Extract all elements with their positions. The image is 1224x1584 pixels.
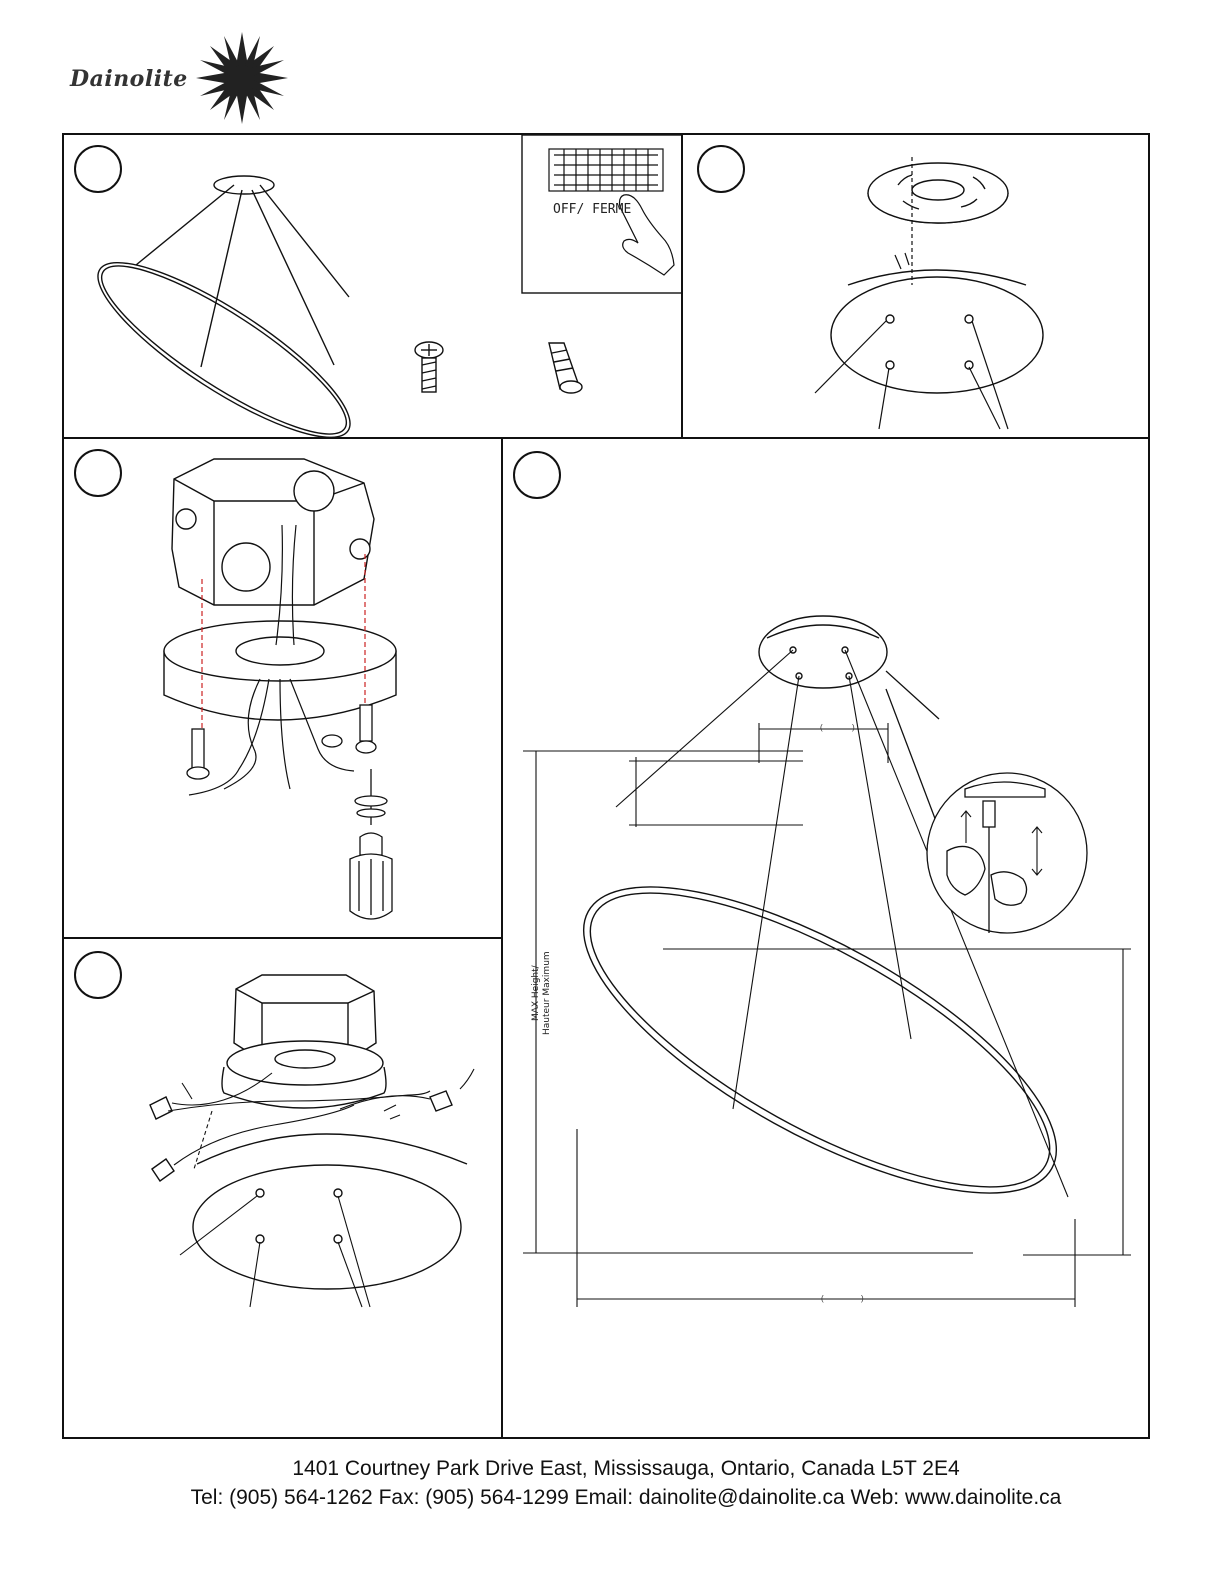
screw-icon <box>415 342 443 392</box>
panel-step-junction-box <box>64 439 503 939</box>
wiring-illustration <box>64 939 503 1439</box>
starburst-icon <box>194 30 290 126</box>
pendant-dimension-illustration <box>503 439 1150 1439</box>
dainolite-logo <box>66 30 306 130</box>
wire-nut-icon <box>549 343 582 393</box>
fixture-parts-illustration <box>64 135 683 439</box>
max-height-label-fr: Hauteur Maximum <box>542 951 552 1035</box>
dimension-paren-close: ) <box>852 723 855 732</box>
dimension-paren-open: ( <box>820 723 823 732</box>
junction-box-illustration <box>64 439 503 939</box>
instruction-sheet <box>62 133 1150 1439</box>
brand-name: Dainolite <box>70 66 188 92</box>
footer-contact: Tel: (905) 564-1262 Fax: (905) 564-1299 Email: dainolite@dainolite.ca Web: www.dainolite.ca <box>190 1486 1062 1509</box>
max-height-label <box>531 951 553 1035</box>
dimension-paren-close: ) <box>861 1294 864 1303</box>
panel-step-canopy <box>683 135 1150 439</box>
panel-step-parts <box>64 135 683 439</box>
panel-step-wiring <box>64 939 503 1439</box>
max-height-label-en: MAX Height/ <box>531 965 541 1022</box>
footer-address: 1401 Courtney Park Drive East, Mississauga, Ontario, Canada L5T 2E4 <box>292 1457 960 1480</box>
panel-step-dimensions <box>503 439 1150 1439</box>
canopy-illustration <box>683 135 1150 439</box>
off-switch-label: OFF/ FERME <box>553 202 632 217</box>
dimension-paren-open: ( <box>821 1294 824 1303</box>
